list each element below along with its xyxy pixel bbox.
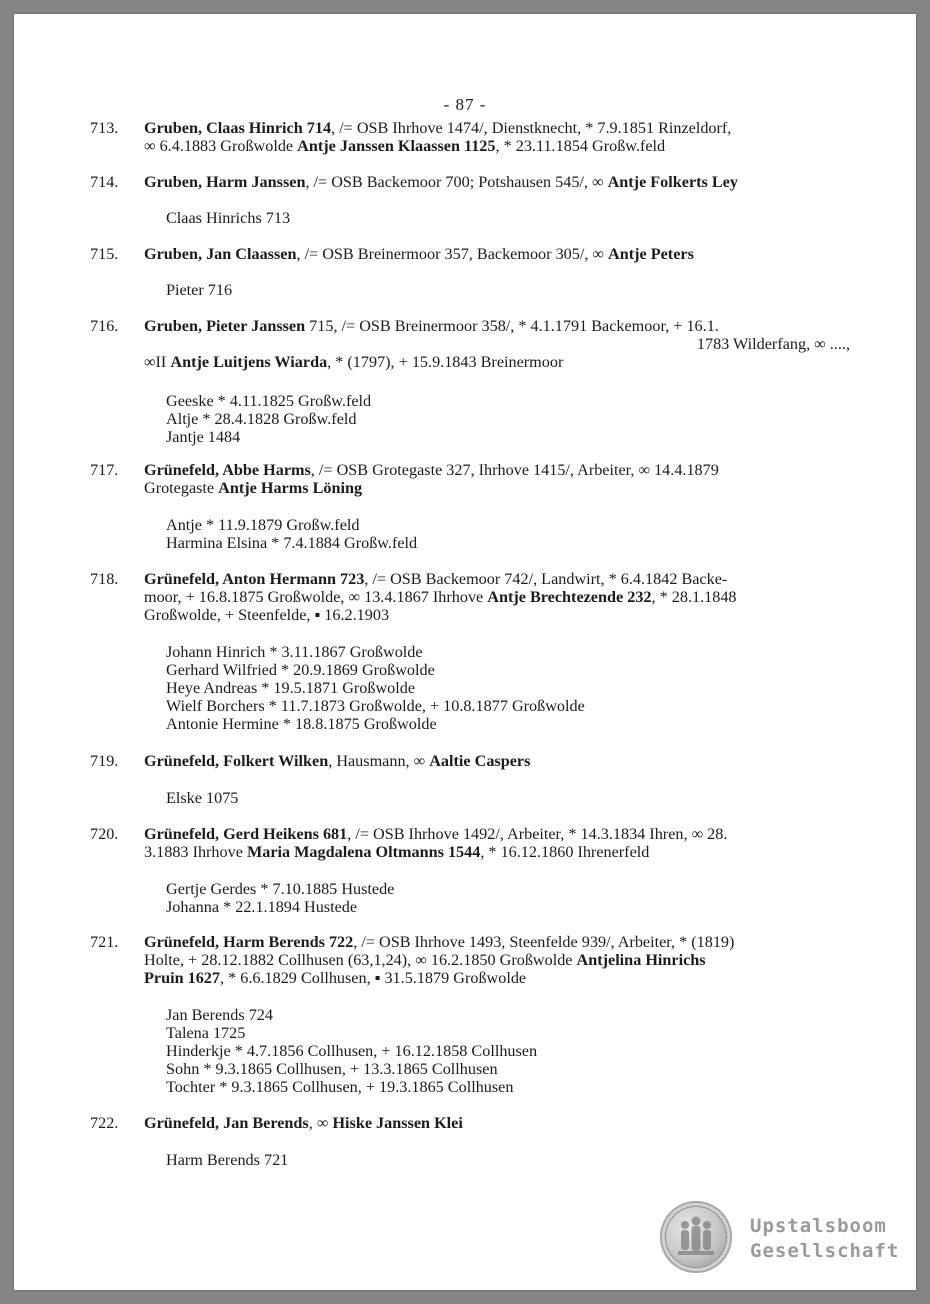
child-item: Geeske * 4.11.1825 Großw.feld <box>166 392 372 410</box>
entry-line <box>144 317 719 335</box>
child-item: Johann Hinrich * 3.11.1867 Großwolde <box>166 643 423 661</box>
bold-name-run: Hiske Janssen Klei <box>332 1114 463 1132</box>
bold-name-run: Antje Folkerts Ley <box>607 173 738 191</box>
bold-name-run: Grünefeld, Abbe Harms <box>144 461 311 479</box>
text-run: Großwolde, + Steenfelde, ▪ 16.2.1903 <box>144 606 390 624</box>
text-run: , /= OSB Backemoor 742/, Landwirt, * 6.4.1842 Backe- <box>364 570 728 588</box>
entry-line <box>144 588 850 606</box>
child-item: Pieter 716 <box>166 281 233 299</box>
children-list <box>166 789 238 807</box>
child-item: Tochter * 9.3.1865 Collhusen, + 19.3.1865 Collhusen <box>166 1078 514 1096</box>
entry-text <box>144 825 850 861</box>
entry-line <box>144 119 850 137</box>
text-run: , * 6.6.1829 Collhusen, ▪ 31.5.1879 Großwolde <box>220 969 527 987</box>
child-item: Talena 1725 <box>166 1024 246 1042</box>
text-run: moor, + 16.8.1875 Großwolde, ∞ 13.4.1867 Ihrhove <box>144 588 488 606</box>
bold-name-run: Antje Brechtezende 232 <box>487 588 652 606</box>
child-item: Wielf Borchers * 11.7.1873 Großwolde, + 10.8.1877 Großwolde <box>166 697 585 715</box>
child-item: Claas Hinrichs 713 <box>166 209 291 227</box>
child-item: Harm Berends 721 <box>166 1151 289 1169</box>
children-list <box>166 880 394 916</box>
text-run: , /= OSB Grotegaste 327, Ihrhove 1415/, Arbeiter, ∞ 14.4.1879 <box>310 461 719 479</box>
bold-name-run: Grünefeld, Folkert Wilken <box>144 752 329 770</box>
entry-text <box>144 1114 850 1132</box>
text-run: , /= OSB Breinermoor 357, Backemoor 305/, ∞ <box>296 245 609 263</box>
entry-number: 716. <box>90 317 119 335</box>
bold-name-run: Gruben, Claas Hinrich 714 <box>144 119 332 137</box>
entry-line <box>144 353 563 371</box>
bold-name-run: Grünefeld, Gerd Heikens 681 <box>144 825 348 843</box>
bold-name-run: Antje Janssen Klaassen 1125 <box>297 137 496 155</box>
text-run: , * 16.12.1860 Ihrenerfeld <box>480 843 650 861</box>
text-run: , /= OSB Ihrhove 1493, Steenfelde 939/, Arbeiter, * (1819) <box>353 933 735 951</box>
child-item: Gertje Gerdes * 7.10.1885 Hustede <box>166 880 395 898</box>
entry-text <box>144 317 850 371</box>
children-list <box>166 1151 288 1169</box>
text-run: 715, /= OSB Breinermoor 358/, * 4.1.1791 Backemoor, + 16.1. <box>305 317 719 335</box>
seal-emblem-icon <box>660 1201 732 1273</box>
entry-line <box>144 606 850 624</box>
children-list <box>166 392 371 446</box>
society-logo-text <box>750 1214 899 1264</box>
entry-text <box>144 570 850 624</box>
entry-number: 713. <box>90 119 119 137</box>
entry-number: 721. <box>90 933 119 951</box>
entry-line <box>144 843 850 861</box>
bold-name-run: Antje Luitjens Wiarda <box>170 353 328 371</box>
text-run: , * 28.1.1848 <box>651 588 737 606</box>
entry-number: 715. <box>90 245 119 263</box>
entry-line <box>144 1114 850 1132</box>
entry-text <box>144 173 850 191</box>
bold-name-run: Gruben, Jan Claassen <box>144 245 297 263</box>
entry-text <box>144 933 850 987</box>
child-item: Antje * 11.9.1879 Großw.feld <box>166 516 360 534</box>
seal-figures-icon <box>660 1201 732 1273</box>
bold-name-run: Aaltie Caspers <box>429 752 531 770</box>
entry-number: 722. <box>90 1114 119 1132</box>
bold-name-run: Grünefeld, Anton Hermann 723 <box>144 570 365 588</box>
text-run: , /= OSB Ihrhove 1492/, Arbeiter, * 14.3.1834 Ihren, ∞ 28. <box>347 825 728 843</box>
document-page <box>14 14 916 1290</box>
text-run: Grotegaste <box>144 479 219 497</box>
entry-line <box>697 335 850 353</box>
text-run: , * (1797), + 15.9.1843 Breinermoor <box>327 353 564 371</box>
text-run: , Hausmann, ∞ <box>328 752 430 770</box>
bold-name-run: Gruben, Harm Janssen <box>144 173 306 191</box>
text-run: Holte, + 28.12.1882 Collhusen (63,1,24), ∞ 16.2.1850 Großwolde <box>144 951 577 969</box>
bold-name-run: Antje Peters <box>608 245 694 263</box>
children-list <box>166 1006 537 1096</box>
child-item: Elske 1075 <box>166 789 239 807</box>
entry-text <box>144 245 850 263</box>
children-list <box>166 209 290 227</box>
text-run: , /= OSB Ihrhove 1474/, Dienstknecht, * 7.9.1851 Rinzeldorf, <box>331 119 732 137</box>
child-item: Jantje 1484 <box>166 428 241 446</box>
children-list <box>166 516 417 552</box>
children-list <box>166 281 232 299</box>
entry-line <box>144 951 850 969</box>
children-list <box>166 643 585 733</box>
entry-line <box>144 825 850 843</box>
entry-text <box>144 461 850 497</box>
bold-name-run: Grünefeld, Harm Berends 722 <box>144 933 354 951</box>
entry-line <box>144 969 850 987</box>
text-run: , /= OSB Backemoor 700; Potshausen 545/, ∞ <box>305 173 608 191</box>
entry-line <box>144 933 850 951</box>
text-run: ∞ 6.4.1883 Großwolde <box>144 137 298 155</box>
entry-line <box>144 137 850 155</box>
child-item: Altje * 28.4.1828 Großw.feld <box>166 410 357 428</box>
child-item: Hinderkje * 4.7.1856 Collhusen, + 16.12.1858 Collhusen <box>166 1042 538 1060</box>
child-item: Sohn * 9.3.1865 Collhusen, + 13.3.1865 Collhusen <box>166 1060 498 1078</box>
logo-line-2: Gesellschaft <box>750 1240 900 1262</box>
child-item: Johanna * 22.1.1894 Hustede <box>166 898 358 916</box>
entry-line <box>144 245 850 263</box>
text-run: , * 23.11.1854 Großw.feld <box>495 137 666 155</box>
entry-line <box>144 173 850 191</box>
entry-line <box>144 570 850 588</box>
child-item: Heye Andreas * 19.5.1871 Großwolde <box>166 679 416 697</box>
entry-number: 719. <box>90 752 119 770</box>
bold-name-run: Pruin 1627 <box>144 969 220 987</box>
entry-number: 718. <box>90 570 119 588</box>
bold-name-run: Gruben, Pieter Janssen <box>144 317 306 335</box>
page-number: - 87 - <box>443 95 487 114</box>
child-item: Jan Berends 724 <box>166 1006 273 1024</box>
text-run: ∞II <box>144 353 171 371</box>
text-run: 3.1883 Ihrhove <box>144 843 247 861</box>
bold-name-run: Grünefeld, Jan Berends <box>144 1114 309 1132</box>
text-run: 1783 Wilderfang, ∞ ...., <box>696 335 850 353</box>
child-item: Gerhard Wilfried * 20.9.1869 Großwolde <box>166 661 435 679</box>
entry-line <box>144 752 850 770</box>
logo-line-1: Upstalsboom <box>750 1215 887 1237</box>
entry-number: 714. <box>90 173 119 191</box>
bold-name-run: Maria Magdalena Oltmanns 1544 <box>246 843 481 861</box>
entry-text <box>144 119 850 155</box>
bold-name-run: Antjelina Hinrichs <box>576 951 706 969</box>
entry-text <box>144 752 850 770</box>
entry-number: 720. <box>90 825 119 843</box>
text-run: , ∞ <box>308 1114 333 1132</box>
bold-name-run: Antje Harms Löning <box>218 479 363 497</box>
child-item: Harmina Elsina * 7.4.1884 Großw.feld <box>166 534 418 552</box>
entry-line <box>144 461 850 479</box>
entry-line <box>144 479 850 497</box>
child-item: Antonie Hermine * 18.8.1875 Großwolde <box>166 715 437 733</box>
entry-number: 717. <box>90 461 119 479</box>
